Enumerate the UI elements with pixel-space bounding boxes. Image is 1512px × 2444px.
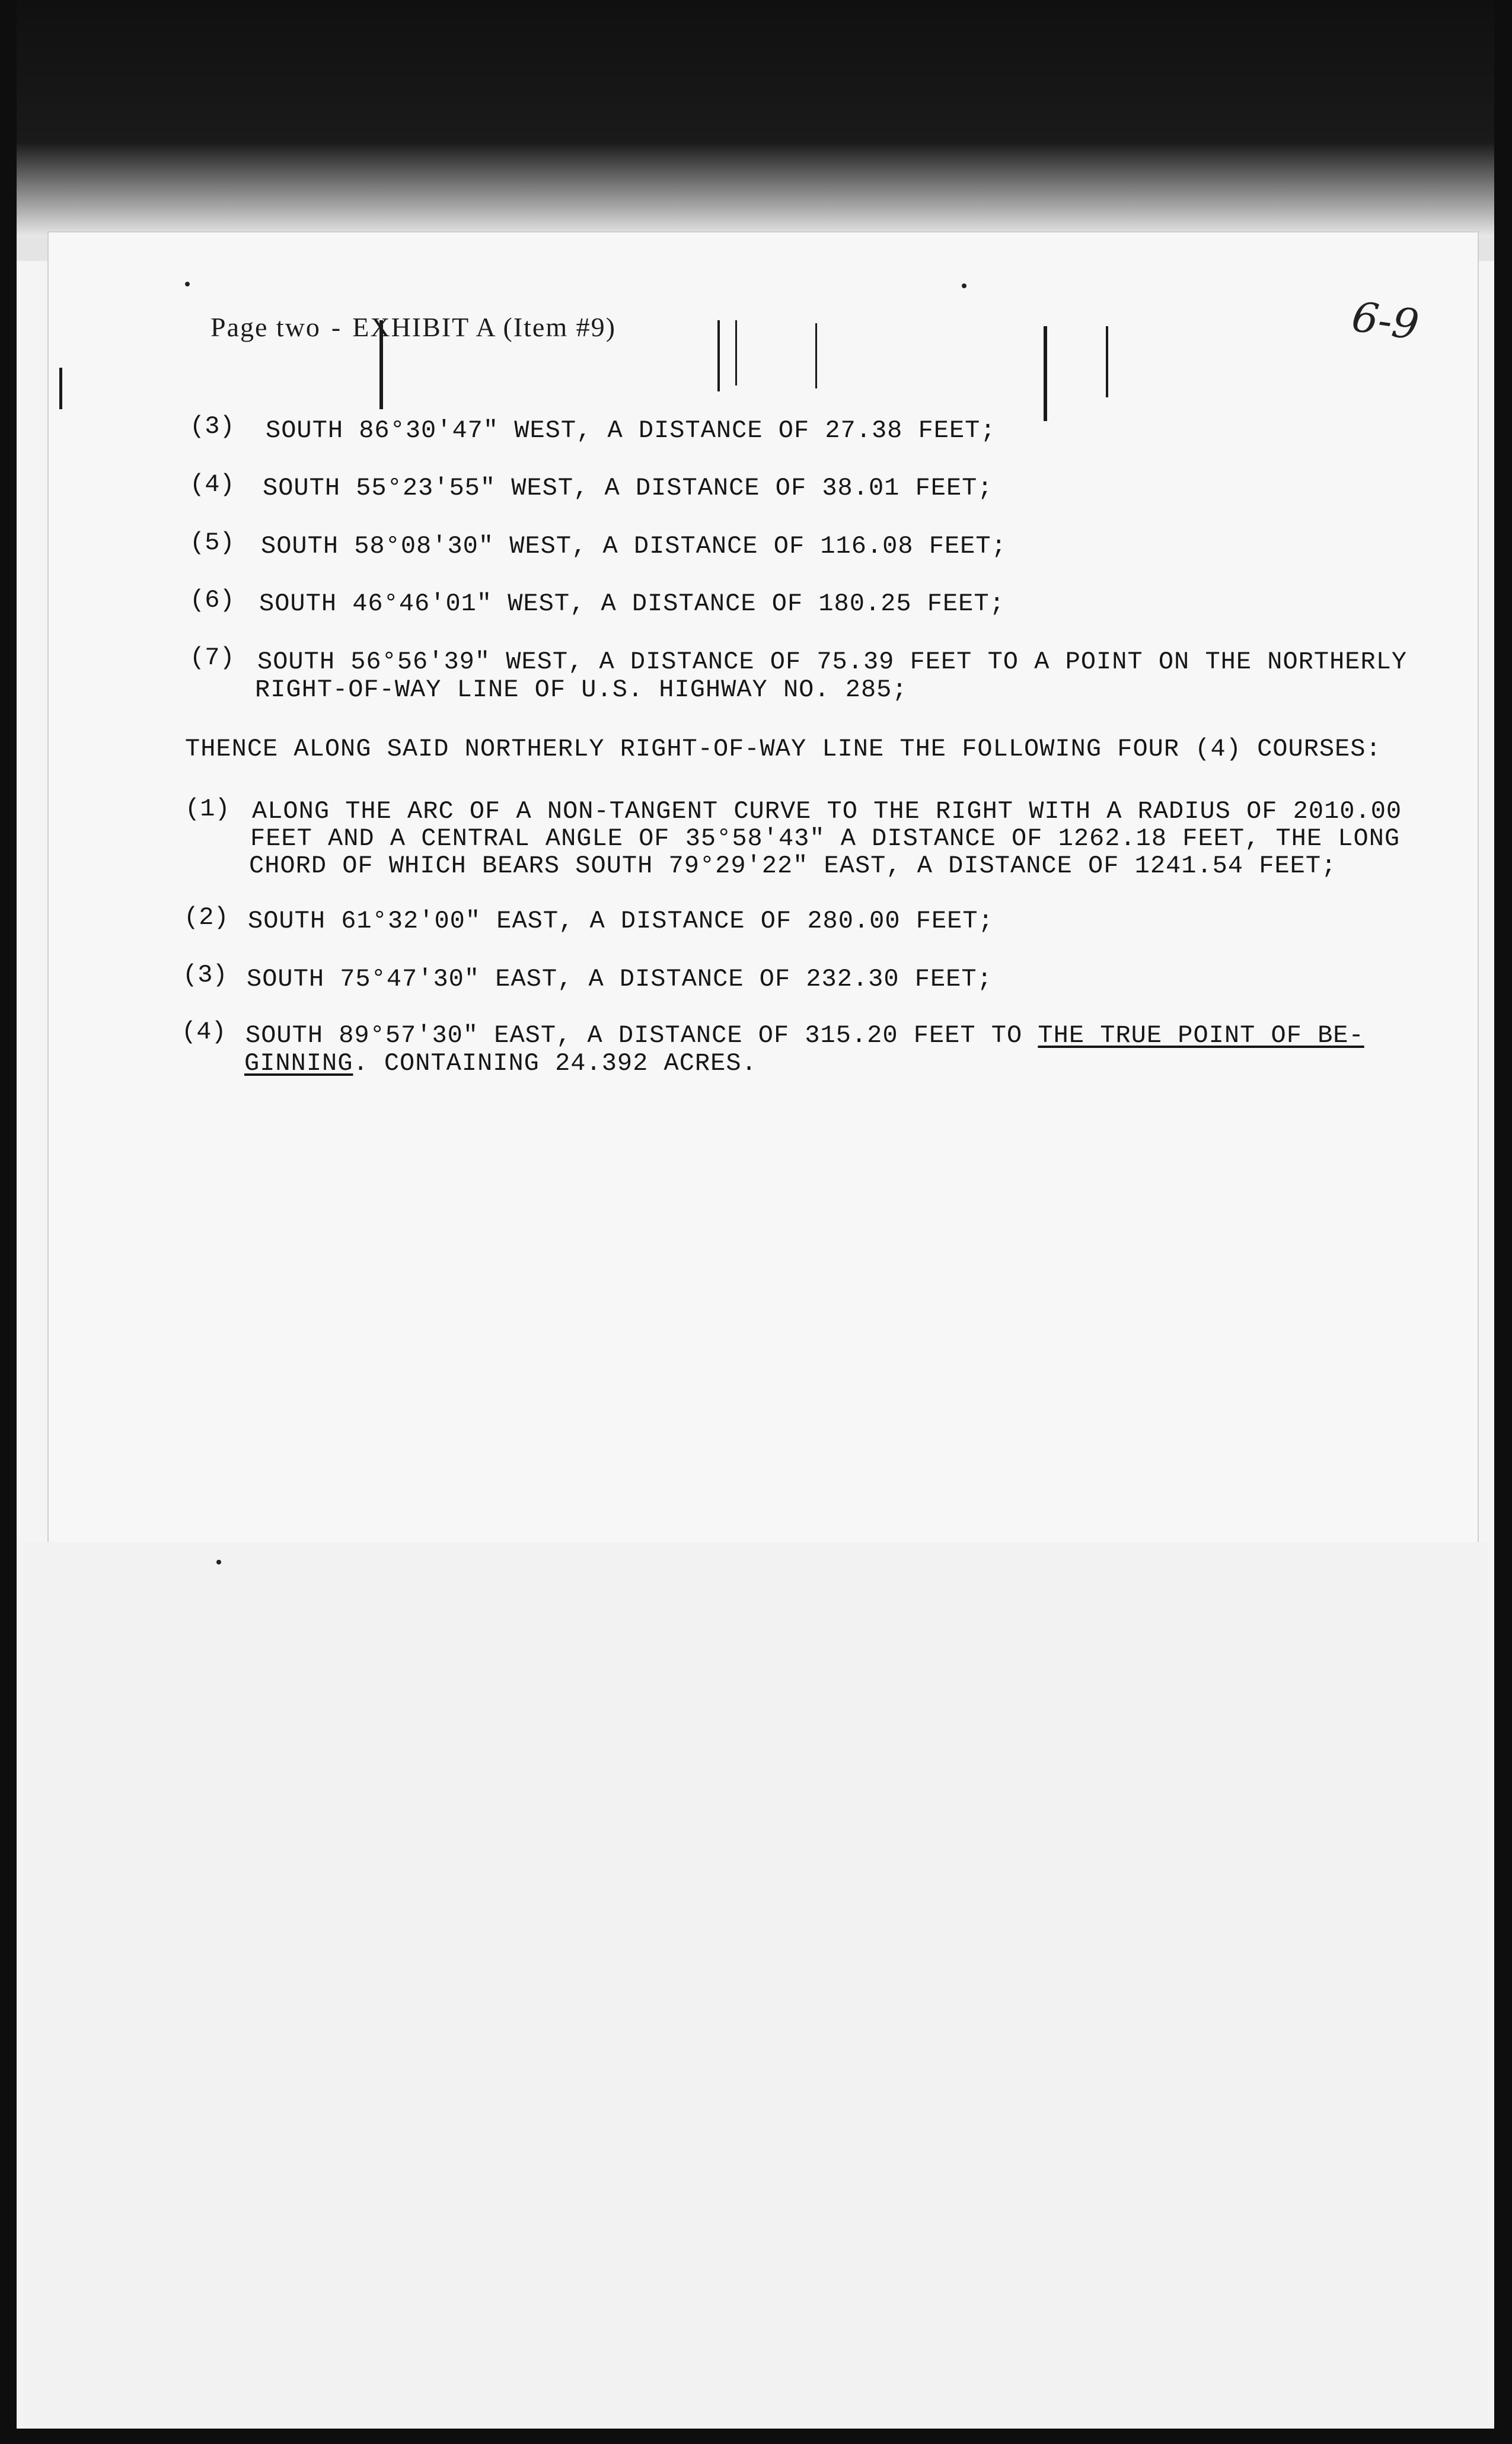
course-text: SOUTH 75°47'30" EAST, A DISTANCE OF 232.30 FEET;	[247, 965, 993, 993]
course-number: (2)	[184, 903, 229, 932]
scan-speck	[216, 1560, 221, 1564]
scan-border-left	[0, 0, 17, 2444]
handwritten-note: 6-9	[1348, 292, 1422, 350]
acreage-text: . CONTAINING 24.392 ACRES.	[353, 1049, 757, 1078]
course-number: (1)	[185, 795, 230, 823]
course-number: (4)	[181, 1018, 227, 1046]
page-label: Page two	[210, 312, 321, 342]
course-text	[245, 1022, 1364, 1049]
course-text: ALONG THE ARC OF A NON-TANGENT CURVE TO THE RIGHT WITH A RADIUS OF 2010.00	[252, 797, 1402, 826]
scan-speck	[185, 282, 190, 286]
scan-mark	[717, 320, 720, 391]
course-text-plain: SOUTH 89°57'30" EAST, A DISTANCE OF 315.20 FEET TO	[245, 1021, 1038, 1050]
scan-speck	[962, 283, 966, 288]
course-number: (3)	[183, 961, 228, 989]
course-text: SOUTH 46°46'01" WEST, A DISTANCE OF 180.25 FEET;	[259, 590, 1005, 618]
course-text: SOUTH 61°32'00" EAST, A DISTANCE OF 280.00 FEET;	[248, 907, 994, 935]
course-text-continued: CHORD OF WHICH BEARS SOUTH 79°29'22" EAST, A DISTANCE OF 1241.54 FEET;	[249, 852, 1337, 880]
course-number: (7)	[190, 643, 235, 672]
course-number: (5)	[190, 528, 235, 557]
course-text: SOUTH 58°08'30" WEST, A DISTANCE OF 116.08 FEET;	[261, 532, 1007, 560]
exhibit-label: EXHIBIT A (Item #9)	[352, 312, 616, 342]
true-point-of-beginning-continued: GINNING	[244, 1049, 353, 1078]
scan-mark	[735, 320, 737, 385]
course-number: (6)	[190, 586, 235, 614]
thence-paragraph: THENCE ALONG SAID NORTHERLY RIGHT-OF-WAY LINE THE FOLLOWING FOUR (4) COURSES:	[185, 735, 1382, 763]
scan-mark	[1106, 326, 1108, 397]
page-header	[210, 311, 627, 343]
paper-sheet-lower	[24, 1542, 1488, 2432]
scan-border-right	[1494, 0, 1512, 2444]
course-number: (3)	[190, 412, 235, 441]
scan-border-top	[0, 0, 1512, 237]
course-text-continued	[244, 1050, 757, 1077]
scan-mark	[1044, 326, 1047, 421]
scan-mark	[815, 323, 817, 388]
scan-border-bottom	[0, 2429, 1512, 2444]
course-number: (4)	[190, 470, 235, 499]
course-text-continued: FEET AND A CENTRAL ANGLE OF 35°58'43" A DISTANCE OF 1262.18 FEET, THE LONG	[250, 824, 1401, 853]
course-text: SOUTH 86°30'47" WEST, A DISTANCE OF 27.38 FEET;	[266, 416, 996, 445]
header-dash: -	[331, 312, 342, 342]
course-text: SOUTH 55°23'55" WEST, A DISTANCE OF 38.01 FEET;	[263, 474, 993, 502]
course-text: SOUTH 56°56'39" WEST, A DISTANCE OF 75.39 FEET TO A POINT ON THE NORTHERLY	[257, 648, 1408, 676]
scan-mark	[59, 368, 62, 409]
true-point-of-beginning: THE TRUE POINT OF BE-	[1038, 1021, 1364, 1050]
course-text-continued: RIGHT-OF-WAY LINE OF U.S. HIGHWAY NO. 285;	[255, 675, 908, 704]
